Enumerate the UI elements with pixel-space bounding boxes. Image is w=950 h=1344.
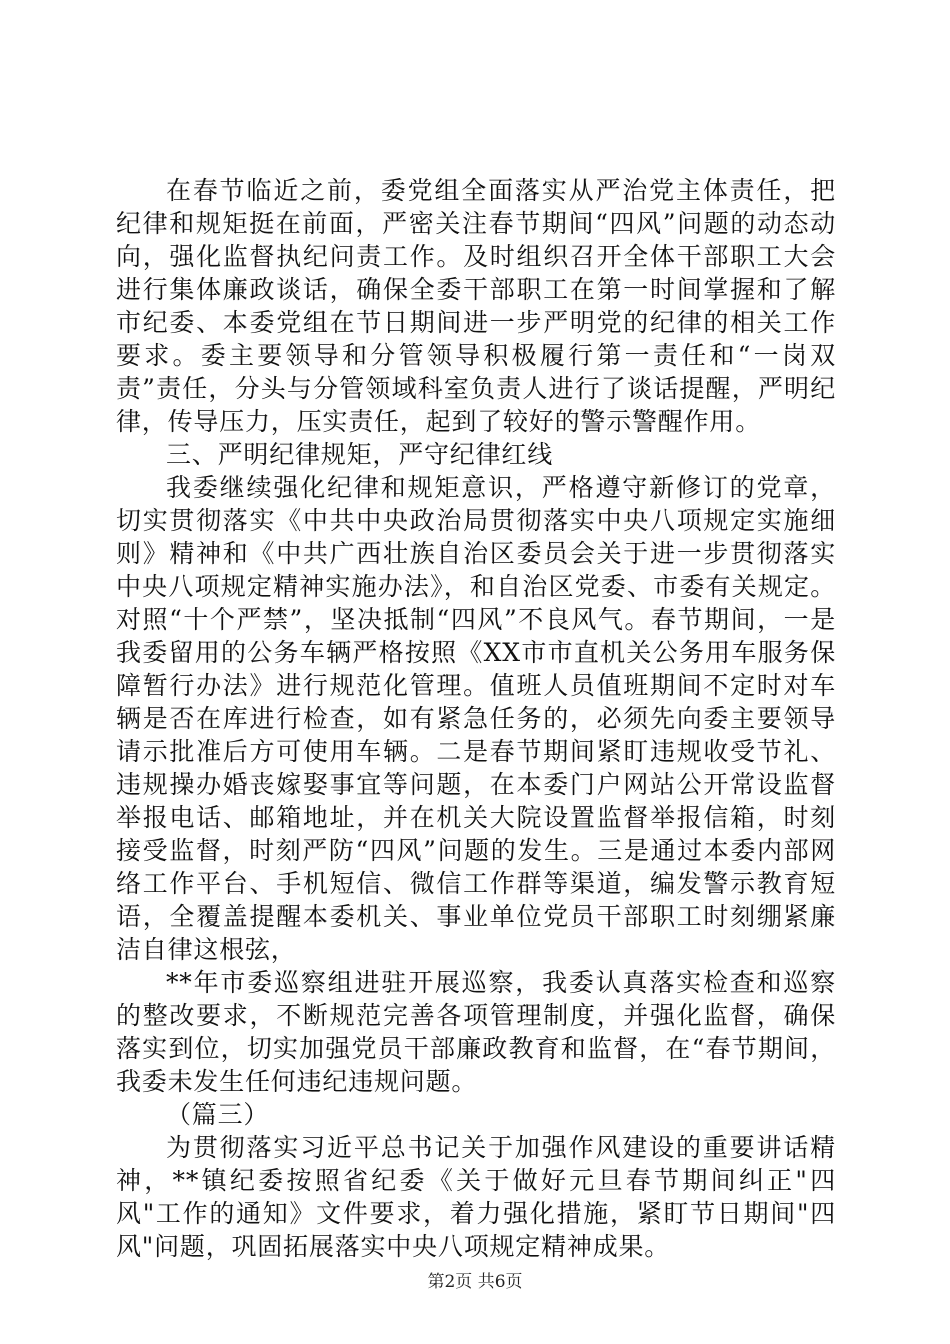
paragraph-strengthen-rules: 我委继续强化纪律和规矩意识，严格遵守新修订的党章，切实贯彻落实《中共中央政治局贯彻落实中央八项规定实施细则》精神和《中共广西壮族自治区委员会关于进一步贯彻落实中央八项规定精神实施办法》，和自治区党委、市委有关规定。对照“十个严禁”，坚决抵制“四风”不良风气。春节期间，一是我委留用的公务车辆严格按照《XX市市直机关公务用车服务保障暂行办法》进行规范化管理。值班人员值班期间不定时对车辆是否在库进行检查，如有紧急任务的，必须先向委主要领导请示批准后方可使用车辆。二是春节期间紧盯违规收受节礼、违规操办婚丧嫁娶事宜等问题，在本委门户网站公开常设监督举报电话、邮箱地址，并在机关大院设置监督举报信箱，时刻接受监督，时刻严防“四风”问题的发生。三是通过本委内部网络工作平台、手机短信、微信工作群等渠道，编发警示教育短语，全覆盖提醒本委机关、事业单位党员干部职工时刻绷紧廉洁自律这根弦， (116, 473, 836, 964)
page-number-footer: 第2页 共6页 (427, 1272, 523, 1292)
paragraph-discipline-before-festival: 在春节临近之前，委党组全面落实从严治党主体责任，把纪律和规矩挺在前面，严密关注春节期间“四风”问题的动态动向，强化监督执纪问责工作。及时组织召开全体干部职工大会进行集体廉政谈话，确保全委干部职工在第一时间掌握和了解市纪委、本委党组在节日期间进一步严明党的纪律的相关工作要求。委主要领导和分管领导积极履行第一责任和“一岗双责”责任，分头与分管领域科室负责人进行了谈话提醒，严明纪律，传导压力，压实责任，起到了较好的警示警醒作用。 (116, 176, 836, 436)
document-body (116, 174, 836, 1263)
article-three-heading: （篇三） (166, 1100, 270, 1129)
section-heading-three: 三、严明纪律规矩，严守纪律红线 (166, 440, 554, 469)
paragraph-town-discipline: 为贯彻落实习近平总书记关于加强作风建设的重要讲话精神，**镇纪委按照省纪委《关于做好元旦春节期间纠正"四风"工作的通知》文件要求，着力强化措施，紧盯节日期间"四风"问题，巩固拓展落实中央八项规定精神成果。 (116, 1133, 836, 1261)
paragraph-inspection-rectification: **年市委巡察组进驻开展巡察，我委认真落实检查和巡察的整改要求，不断规范完善各项管理制度，并强化监督，确保落实到位，切实加强党员干部廉政教育和监督，在“春节期间，我委未发生任何违纪违规问题。 (116, 968, 836, 1096)
